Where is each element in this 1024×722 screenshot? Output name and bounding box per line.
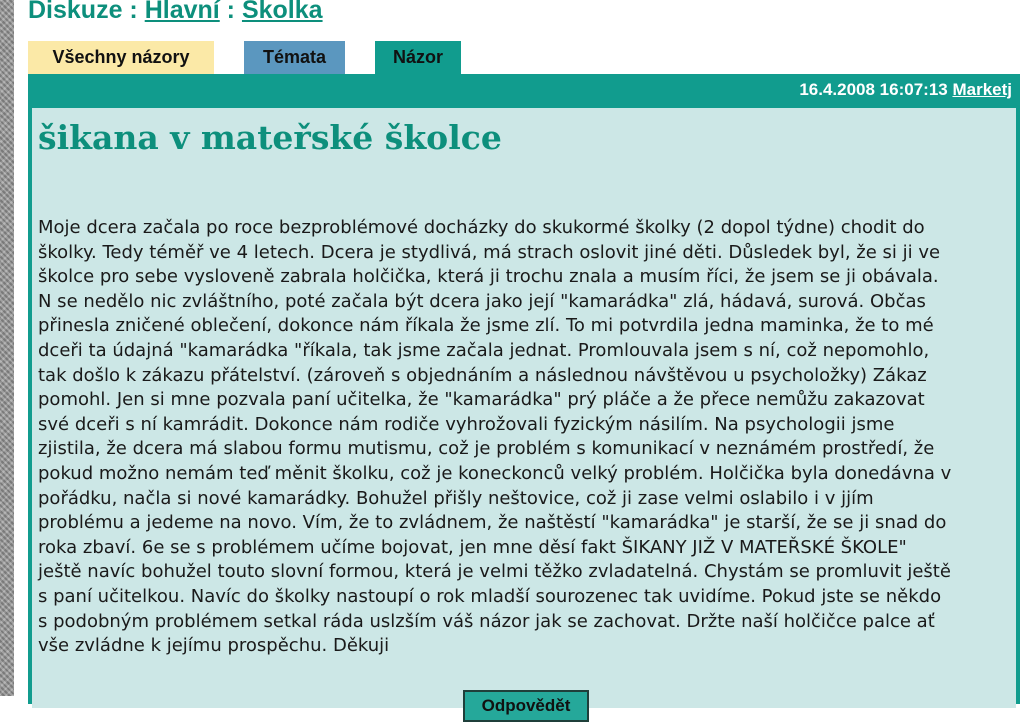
tab-topics[interactable]: Témata <box>244 41 345 74</box>
breadcrumb <box>28 0 323 25</box>
post-author-link[interactable]: Marketj <box>952 80 1012 99</box>
post-body: Moje dcera začala po roce bezproblémové docházky do skukormé školky (2 dopol týdne) chodit do školky. Tedy téměř ve 4 letech. Dcera je stydlivá, má strach oslovit jiné děti. Důsledek byl, že si ji ve školce pro sebe vysloveně zabrala holčička, která ji trochu znala a musím říci, že jsem se ji obávala. N se nedělo nic zvláštního, poté začala být dcera jako její "kamarádka" zlá, hádavá, surová. Občas přinesla zničené oblečení, dokonce nám říkala že jsme zlí. To mi potvrdila jedna maminka, že to mé dceři ta údajná "kamarádka "říkala, tak jsme začala jednat. Promlouvala jsem s ní, což nepomohlo, tak došlo k zákazu přátelství. (zároveň s objednáním a následnou návštěvou u psycholožky) Zákaz pomohl. Jen si mne pozvala paní učitelka, že "kamarádka" prý pláče a že přece nemůžu zakazovat své dceři s ní kamrádit. Dokonce nám rodiče vyhrožovali fyzickým násilím. Na psychologii jsme zjistila, že dcera má slabou formu mutismu, což je problém s komunikací v neznámém prostředí, že pokud možno nemám teď měnit školku, což je koneckonců velký problém. Holčička byla donedávna v pořádku, načla si nové kamarádky. Bohužel přišly neštovice, což ji zase velmi oslabilo i v jjím problému a jedeme na novo. Vím, že to zvládnem, že naštěstí "kamarádka" je starší, že se ji snad do roka zbaví. 6e se s problémem učíme bojovat, jen mne děsí fakt ŠIKANY JIŽ V MATEŘSKÉ ŠKOLE" ještě navíc bohužel touto slovní formou, která je velmi těžko zvladatelná. Chystám se promluvit ještě s paní učitelkou. Navíc do školky nastoupí o rok mladší sourozenec tak uvidíme. Pokud jste se někdo s podobným problémem setkal ráda uslzším váš názor jak se zachovat. Držte naší holčičce palce ať vše zvládne k jejímu prospěchu. Děkuji <box>38 217 952 657</box>
post-title: šikana v mateřské školce <box>38 118 502 157</box>
breadcrumb-link-main[interactable]: Hlavní <box>144 0 220 24</box>
tab-all-opinions[interactable]: Všechny názory <box>28 41 214 74</box>
post-meta <box>799 80 1012 100</box>
breadcrumb-prefix: Diskuze : <box>28 0 145 24</box>
breadcrumb-link-section[interactable]: Skolka <box>241 0 323 24</box>
left-decorative-strip <box>0 0 14 696</box>
reply-button[interactable]: Odpovědět <box>463 690 589 722</box>
tab-opinion[interactable]: Názor <box>375 41 461 74</box>
breadcrumb-separator: : <box>219 0 242 24</box>
post-panel <box>28 74 1020 715</box>
post-datetime: 16.4.2008 16:07:13 <box>799 80 948 99</box>
post-content <box>32 108 1016 715</box>
